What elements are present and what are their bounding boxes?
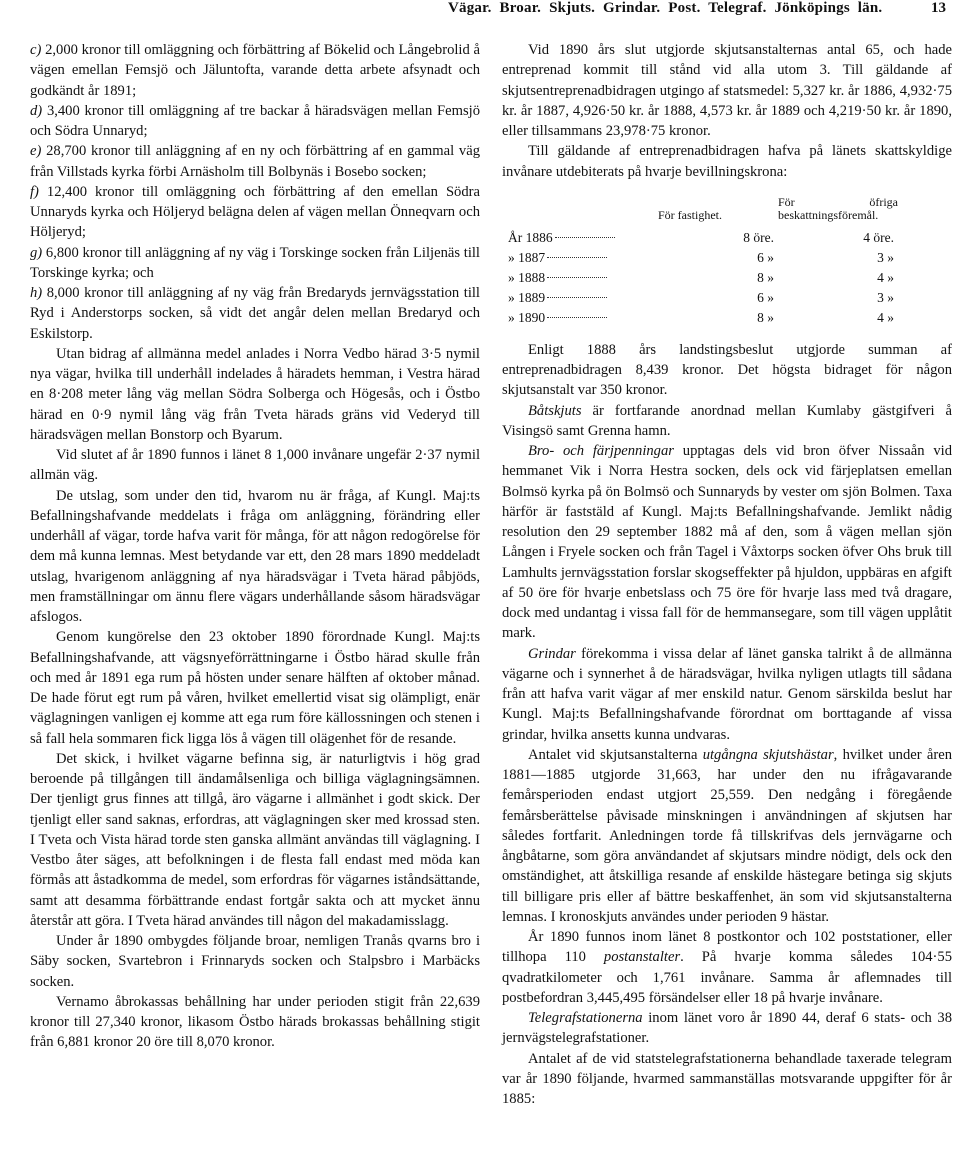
tax-table bbox=[508, 196, 898, 328]
table-header-fastighet: För fastighet. bbox=[658, 207, 722, 222]
left-column bbox=[30, 40, 480, 1053]
table-row: År 1886 8 öre. 4 öre. bbox=[508, 229, 894, 245]
paragraph: Båtskjuts är fortfarande anordnad mellan Kumlaby gästgifveri å Visingsö samt Grenna hamn. bbox=[502, 402, 952, 439]
list-item: h) 8,000 kronor till anläggning af ny väg från Bredaryds jernvägsstation till Ryd i Anderstorps socken, så vidt det angår delen mellan Bredaryd och Eskilstorp. bbox=[30, 285, 480, 342]
paragraph: Antalet vid skjutsanstalterna utgångna skjutshästar, hvilket under åren 1881—1885 utgjorde 31,663, har under den nu ifrågavarande femårsperioden endast utgjort 25,559. Den nedgång i föregående femårsberättelse påvisade minskningen i användningen af skjutsen har således fortfarit. Anledningen torde få tillskrifvas dels jernvägarne och ångbåtarne, som göra användandet af skjutsars mindre nödigt, dels ock den omständighet, att åtskilliga resande af enskilde hästegare betinga sig skjuts till billigare pris eller af bättre beskaffenhet, än som vid skjutsanstalterna lemnas. I kronoskjuts användes under perioden 9 hästar. bbox=[502, 746, 952, 925]
paragraph: Utan bidrag af allmänna medel anlades i Norra Vedbo härad 3·5 nymil nya vägar, hvilka till underhåll indelades å häradets hemman, i Vestra härad en 8·208 meter lång väg mellan Södra Solberga och Högesås, och i Östbo härad en 0·9 nymil lång väg från Tveta härads gräns vid Vederyd till häradsvägen mellan Bonstorp och Byarum. bbox=[30, 345, 480, 443]
list-item: f) 12,400 kronor till omläggning och förbättring af den emellan Södra Unnaryds kyrka och Höljeryd belägna delen af vägen mellan Önneqvarn och Höljeryd; bbox=[30, 183, 480, 241]
paragraph: Det skick, i hvilket vägarne befinna sig, är naturligtvis i hög grad beroende på tillgången till ändamålsenliga och billiga väglagningsämnen. Der tjenligt grus finnes att tillgå, äro vägarne i allmänhet i godt skick. Der tjenligt eller sand saknas, erfordras, att väglagningen sker med krossad sten. I Tveta och Vista härad torde sten ganska allmänt användas till väglagning. I Vestbo åter säges, att befolkningen i de flesta fall endast med möda kan förmås att åstadkomma de medel, som erfordras för vägarnes iståndsättande, samt att desamma förbättrande endast fortgår sakta och att mycket ännu återstår att göra. I Tveta härad användes till någon del makadamisslagg. bbox=[30, 750, 480, 929]
paragraph: Genom kungörelse den 23 oktober 1890 förordnade Kungl. Maj:ts Befallningshafvande, att vägsnyeförrättningarne i Östbo härad skulle från och med år 1891 ega rum på hösten under senare hälften af oktober månad. De hade förut egt rum på våren, hvilket emellertid visat sig olämpligt, enär väglagningen vanligen ej komme att ega rum före källossningen och stenen i så fall hela sommaren fick ligga lös å vägen till olägenhet för de resande. bbox=[30, 629, 480, 747]
header-titles: Vägar. Broar. Skjuts. Grindar. Post. Telegraf. Jönköpings län. bbox=[448, 0, 883, 16]
paragraph: Vid slutet af år 1890 funnos i länet 8 1,000 invånare ungefär 2·37 nymil allmän väg. bbox=[30, 447, 480, 484]
paragraph: De utslag, som under den tid, hvarom nu är fråga, af Kungl. Maj:ts Befallningshafvande meddelats i fråga om anläggning, förändring eller underhåll af vägar, torde hafva varit för många, för att någon redogörelse för dem må kunna lemnas. Mest betydande var ett, den 28 mars 1890 meddeladt utslag, hvarigenom anläggning af nya häradsvägar i Tveta härad påbjöds, men framställningar om ännu flere vägars underhållande såsom häradsvägar afslogos. bbox=[30, 487, 480, 625]
paragraph: Bro- och färjpenningar upptagas dels vid bron öfver Nissaån vid hemmanet Vik i Norra Hestra socken, dels ock vid färjeplatsen emellan Bolmsö kyrka på ön Bolmsö och Sunnaryds by vester om sjön Bolmen. Taxa härför är faststäld af Kungl. Maj:ts Befallningshafvande. Jemlikt nådig resolution den 29 september 1882 må af den, som å vägen mellan sjön Lången i Fryele socken och från Tagel i Våxtorps socken öfver Ohs bruk till Lamhults jernvägsstation forslar skogseffekter på hjuldon, uppbäras en afgift af 50 öre för hvarje enbetslass och 75 öre för hvarje lass med två dragare, dock med undantag i vissa fall för de hemmansegare, som till vägen upplåtit mark. bbox=[502, 443, 953, 642]
right-column bbox=[502, 40, 952, 1109]
table-row: » 1888 8 » 4 » bbox=[508, 269, 894, 285]
list-item: c) 2,000 kronor till omläggning och förbättring af Bökelid och Långebrolid å vägen emellan Femsjö och Jäluntofta, varande detta arbete afsynadt och godkändt år 1891; bbox=[30, 42, 480, 99]
paragraph: Enligt 1888 års landstingsbeslut utgjorde summan af entreprenadbidragen 8,439 kronor. Det högsta bidraget för någon skjutsanstalt var 350 kronor. bbox=[502, 341, 952, 399]
list-item: g) 6,800 kronor till anläggning af ny väg i Torskinge socken från Liljenäs till Torskinge kyrka; och bbox=[30, 244, 480, 281]
table-row: » 1890 8 » 4 » bbox=[508, 309, 894, 325]
paragraph: Antalet af de vid statstelegrafstationerna behandlade taxerade telegram var år 1890 följande, hvarmed sammanställas motsvarande uppgifter för år 1885: bbox=[502, 1050, 952, 1107]
paragraph: Vernamo åbrokassas behållning har under perioden stigit från 22,639 kronor till 27,340 kronor, likasom Östbo härads brokassas behållning stigit från 6,881 kronor 20 öre till 8,070 kronor. bbox=[30, 993, 480, 1051]
paragraph: Grindar förekomma i vissa delar af länet ganska talrikt å de allmänna vägarne och i synnerhet å de häradsvägar, hvilka nyligen utlagts till sådana från att hafva varit vägar af mer enskild natur. Genom särskilda beslut har Kungl. Maj:ts Befallningshafvande förordnat om borttagande af vissa grindar, hvilka ansetts kunna undvaras. bbox=[502, 645, 952, 743]
paragraph: År 1890 funnos inom länet 8 postkontor och 102 poststationer, eller tillhopa 110 postanstalter. På hvarje komma således 104·55 qvadratkilometer och 1,761 invånare. Samma år aflemnades till postbefordran 3,445,495 försändelser eller 18 på hvarje invånare. bbox=[502, 929, 952, 1006]
list-item: e) 28,700 kronor till anläggning af en ny och förbättring af en gammal väg från Villstads kyrka förbi Arnäsholm till Bolbynäs i Bosebo socken; bbox=[30, 143, 480, 180]
paragraph: Telegrafstationerna inom länet voro år 1890 44, deraf 6 stats- och 38 jernvägstelegrafstationer. bbox=[502, 1010, 952, 1047]
paragraph: Till gäldande af entreprenadbidragen hafva på länets skattskyldige invånare utdebiterats på hvarje bevillningskrona: bbox=[502, 143, 952, 180]
page-number: 13 bbox=[931, 0, 946, 16]
paragraph: Under år 1890 ombygdes följande broar, nemligen Tranås qvarns bro i Säby socken, Svartebron i Frinnaryds socken och Stalpsbro i Marbäcks socken. bbox=[30, 933, 480, 990]
table-row: » 1887 6 » 3 » bbox=[508, 249, 894, 265]
paragraph: Vid 1890 års slut utgjorde skjutsanstalternas antal 65, och hade entreprenad kommit till stånd vid alla utom 3. Till gäldande af skjutsentreprenadbidragen utgingo af statsmedel: 5,327 kr. år 1886, 4,932·75 kr. år 1887, 4,926·50 kr. år 1888, 4,573 kr. år 1889 och 4,219·50 kr. år 1890, eller tillsammans 23,978·75 kronor. bbox=[502, 42, 952, 139]
table-header-ovriga: För öfriga beskattningsföremål. bbox=[778, 194, 898, 222]
running-header bbox=[0, 0, 960, 22]
table-row: » 1889 6 » 3 » bbox=[508, 289, 894, 305]
list-item: d) 3,400 kronor till omläggning af tre backar å häradsvägen mellan Femsjö och Södra Unnaryd; bbox=[30, 102, 480, 139]
